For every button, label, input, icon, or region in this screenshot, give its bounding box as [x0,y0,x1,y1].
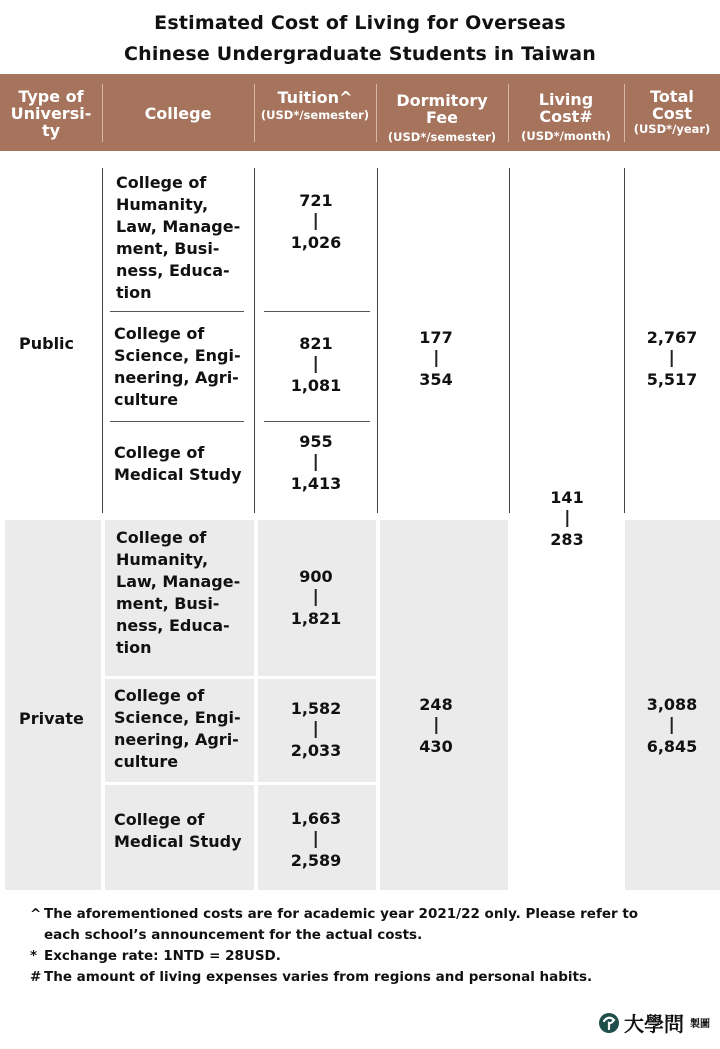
college-name-line: ment, Busi- [116,239,220,258]
footnote [30,946,638,967]
public-tuition-medical [291,431,342,495]
footnote-text: each school’s announcement for the actual costs. [44,927,423,943]
publisher-logo [598,1008,710,1037]
college-name-line: College of [116,173,207,192]
college-name-line: College of [114,686,205,705]
header-tuition-unit: (USD*/semester) [260,108,370,122]
footnote [30,904,638,946]
tuition-max: 2,589 [290,851,342,870]
private-total-cost [647,694,698,758]
row-line [110,421,244,422]
tuition-min: 1,663 [290,809,342,828]
public-college-science [114,323,241,411]
college-name-line: Medical Study [114,832,242,851]
range-bar [315,831,317,848]
column-line [377,168,378,513]
college-name-line: Humanity, [116,550,209,569]
header-dorm [376,88,508,148]
college-name-line: Humanity, [116,195,209,214]
tuition-max: 1,081 [290,376,342,395]
range-bar [315,356,317,373]
logo-made-label: 製圖 [690,1019,710,1030]
range-bar [315,213,317,230]
college-name-line: Law, Manage- [116,572,241,591]
header-living-unit: (USD*/month) [521,128,611,143]
private-tuition-humanity [291,566,342,630]
college-name-line: tion [116,638,152,657]
footnote-text: The aforementioned costs are for academic year 2021/22 only. Please refer to [44,906,639,922]
logo-name: 大學問 [624,1012,684,1036]
tuition-min: 955 [299,432,333,451]
row-separator [105,782,376,785]
header-type [0,78,102,148]
college-name-line: College of [116,528,207,547]
page-title-line1: Estimated Cost of Living for Overseas [154,12,566,34]
college-name-line: Science, Engi- [114,708,241,727]
range-bar [671,350,673,367]
college-name-line: College of [114,324,205,343]
header-dorm-line: Fee [426,107,458,127]
public-tuition-humanity [291,190,342,254]
tuition-min: 821 [299,334,333,353]
column-line [509,168,510,513]
tuition-max: 1,026 [290,233,342,252]
dorm-max: 430 [419,737,453,756]
header-total [624,84,720,140]
living-max: 283 [550,530,584,549]
public-college-humanity [116,172,240,304]
header-living-line: Living [538,89,594,109]
header-dorm-line: Dormitory [396,90,488,110]
header-tuition-label: Tuition^ [277,88,353,107]
public-college-medical [114,442,242,486]
header-living-line: Cost# [539,106,593,126]
college-name-line: culture [114,752,179,771]
header-type-line: Universi- [10,103,92,123]
tuition-min: 721 [299,191,333,210]
range-bar [671,717,673,734]
row-separator [105,676,376,679]
header-dorm-unit: (USD*/semester) [387,129,497,144]
row-line [264,311,370,312]
header-total-line: Cost [652,103,692,123]
tuition-max: 1,413 [290,474,342,493]
public-dorm-fee [419,327,452,391]
tuition-min: 900 [299,567,333,586]
logo-icon [598,1012,620,1034]
row-line [264,421,370,422]
private-tuition-medical [291,808,342,872]
range-bar [435,350,437,367]
total-max: 6,845 [646,737,698,756]
private-college-humanity [116,527,240,659]
tuition-min: 1,582 [290,699,342,718]
college-name-line: neering, Agri- [114,730,239,749]
header-living [508,84,624,150]
tuition-max: 1,821 [290,609,342,628]
college-name-line: Law, Manage- [116,217,241,236]
living-min: 141 [550,488,584,507]
header-total-line: Total [650,86,694,106]
private-college-medical [114,809,242,853]
private-tuition-science [291,698,342,762]
footnote-symbol: ^ [30,906,42,922]
range-bar [435,717,437,734]
college-name-line: Science, Engi- [114,346,241,365]
footnote-symbol: * [30,948,38,964]
college-name-line: ment, Busi- [116,594,220,613]
column-line [624,168,625,513]
total-min: 2,767 [646,328,698,347]
footnote [30,967,638,988]
private-bg-type [5,520,101,890]
public-tuition-science [291,333,342,397]
college-name-line: ness, Educa- [116,616,230,635]
total-max: 5,517 [646,370,698,389]
college-name-line: ness, Educa- [116,261,230,280]
header-tuition [254,78,376,134]
footnotes [30,904,638,988]
private-dorm-fee [419,694,452,758]
college-name-line: College of [114,443,205,462]
living-cost [550,487,583,551]
header-total-unit: (USD*/year) [633,121,711,136]
header-type-line: ty [41,120,61,140]
page-title-line2: Chinese Undergraduate Students in Taiwan [123,43,597,65]
dorm-min: 248 [419,695,453,714]
footnote-text: Exchange rate: 1NTD = 28USD. [44,948,281,964]
public-total-cost [647,327,698,391]
footnote-symbol: # [30,969,42,985]
college-name-line: neering, Agri- [114,368,239,387]
college-name-line: College of [114,810,205,829]
tuition-max: 2,033 [290,741,342,760]
header-college [102,78,254,148]
range-bar [315,721,317,738]
total-min: 3,088 [646,695,698,714]
range-bar [315,589,317,606]
footnote-text: The amount of living expenses varies from regions and personal habits. [44,969,593,985]
range-bar [315,454,317,471]
college-name-line: Medical Study [114,465,242,484]
college-name-line: culture [114,390,179,409]
header-college-label: College [144,103,212,123]
dorm-min: 177 [419,328,453,347]
dorm-max: 354 [419,370,453,389]
range-bar [566,510,568,527]
row-line [110,311,244,312]
private-label: Private [19,709,84,728]
college-name-line: tion [116,283,152,302]
public-label: Public [19,334,75,353]
column-line [102,168,103,513]
private-college-science [114,685,241,773]
column-line [254,168,255,513]
header-type-line: Type of [18,86,84,106]
